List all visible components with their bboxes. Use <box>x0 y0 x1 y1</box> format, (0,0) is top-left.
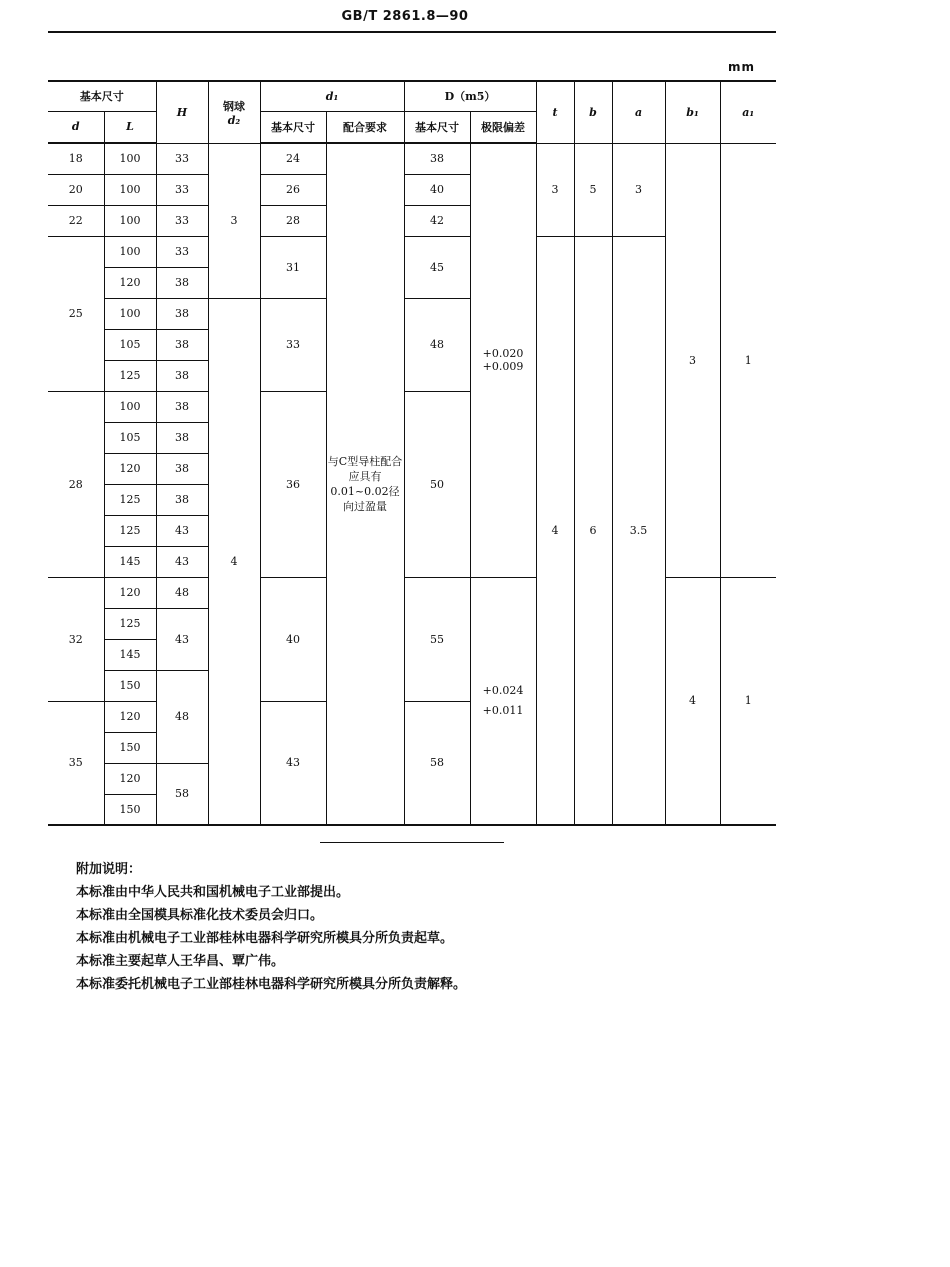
cell-H: 33 <box>156 205 208 236</box>
cell-d2-group2: 4 <box>208 298 260 825</box>
cell-b-group2: 6 <box>574 236 612 825</box>
cell-L: 150 <box>104 670 156 701</box>
notes-title: 附加说明： <box>76 862 142 877</box>
cell-d1: 31 <box>260 236 326 298</box>
header-d1-basic: 基本尺寸 <box>260 111 326 143</box>
cell-L: 120 <box>104 453 156 484</box>
cell-deviation-group1: +0.020 +0.009 <box>470 143 536 577</box>
cell-L: 100 <box>104 174 156 205</box>
standard-code: GB/T 2861.8—90 <box>341 9 469 24</box>
cell-b1-group1: 3 <box>665 143 720 577</box>
table-row <box>48 577 776 608</box>
cell-H: 33 <box>156 143 208 174</box>
header-fit-requirement: 配合要求 <box>326 111 404 143</box>
cell-L: 120 <box>104 267 156 298</box>
cell-d1: 28 <box>260 205 326 236</box>
cell-t-group1: 3 <box>536 143 574 236</box>
cell-d: 18 <box>48 143 104 174</box>
cell-H: 38 <box>156 298 208 329</box>
note-line: 本标准委托机械电子工业部桂林电器科学研究所模具分所负责解释。 <box>76 977 467 992</box>
cell-D: 58 <box>404 701 470 825</box>
note-line: 本标准主要起草人王华昌、覃广伟。 <box>76 954 285 969</box>
cell-L: 120 <box>104 763 156 794</box>
header-a: a <box>612 81 665 143</box>
header-b1: b₁ <box>665 81 720 143</box>
header-b: b <box>574 81 612 143</box>
cell-H: 43 <box>156 515 208 546</box>
cell-L: 105 <box>104 329 156 360</box>
cell-H: 38 <box>156 422 208 453</box>
cell-H: 33 <box>156 236 208 267</box>
table-end-rule <box>320 842 504 843</box>
note-line: 本标准由中华人民共和国机械电子工业部提出。 <box>76 885 350 900</box>
cell-d1: 24 <box>260 143 326 174</box>
cell-L: 100 <box>104 205 156 236</box>
cell-fit-requirement: 与C型导柱配合应具有0.01~0.02径向过盈量 <box>326 143 404 825</box>
additional-notes <box>76 858 466 996</box>
header-t: t <box>536 81 574 143</box>
header-D: D（m5） <box>404 81 536 111</box>
header-d: d <box>48 111 104 143</box>
cell-H: 48 <box>156 577 208 608</box>
header-D-deviation: 极限偏差 <box>470 111 536 143</box>
cell-a1-group2: 1 <box>720 577 776 825</box>
cell-d: 22 <box>48 205 104 236</box>
cell-H: 38 <box>156 329 208 360</box>
cell-H: 38 <box>156 484 208 515</box>
cell-deviation-group2: +0.024 +0.011 <box>470 577 536 825</box>
cell-L: 125 <box>104 360 156 391</box>
cell-d: 35 <box>48 701 104 825</box>
cell-L: 100 <box>104 143 156 174</box>
cell-D: 45 <box>404 236 470 298</box>
cell-L: 150 <box>104 732 156 763</box>
cell-L: 105 <box>104 422 156 453</box>
cell-H: 38 <box>156 267 208 298</box>
cell-d: 25 <box>48 236 104 391</box>
cell-b-group1: 5 <box>574 143 612 236</box>
cell-L: 125 <box>104 515 156 546</box>
cell-D: 50 <box>404 391 470 577</box>
cell-D: 38 <box>404 143 470 174</box>
cell-H: 58 <box>156 763 208 825</box>
header-D-basic: 基本尺寸 <box>404 111 470 143</box>
cell-L: 145 <box>104 546 156 577</box>
cell-t-group2: 4 <box>536 236 574 825</box>
header-steel-ball <box>208 81 260 143</box>
cell-L: 125 <box>104 484 156 515</box>
note-line: 本标准由机械电子工业部桂林电器科学研究所模具分所负责起草。 <box>76 931 454 946</box>
cell-L: 125 <box>104 608 156 639</box>
cell-d: 20 <box>48 174 104 205</box>
header-d2: d₂ <box>227 113 241 127</box>
note-line: 本标准由全国模具标准化技术委员会归口。 <box>76 908 324 923</box>
cell-D: 40 <box>404 174 470 205</box>
cell-L: 100 <box>104 391 156 422</box>
header-basic-size: 基本尺寸 <box>48 81 156 111</box>
cell-d1: 40 <box>260 577 326 701</box>
cell-H: 38 <box>156 360 208 391</box>
table-row <box>48 143 776 174</box>
cell-D: 55 <box>404 577 470 701</box>
cell-D: 48 <box>404 298 470 391</box>
cell-L: 100 <box>104 298 156 329</box>
cell-L: 150 <box>104 794 156 825</box>
cell-a-group1: 3 <box>612 143 665 236</box>
header-H: H <box>156 81 208 143</box>
cell-L: 145 <box>104 639 156 670</box>
cell-b1-group2: 4 <box>665 577 720 825</box>
cell-a-group2: 3.5 <box>612 236 665 825</box>
cell-d2-group1: 3 <box>208 143 260 298</box>
cell-L: 120 <box>104 577 156 608</box>
cell-H: 48 <box>156 670 208 763</box>
cell-a1-group1: 1 <box>720 143 776 577</box>
dimension-table <box>48 80 776 826</box>
cell-L: 120 <box>104 701 156 732</box>
cell-H: 38 <box>156 453 208 484</box>
cell-d1: 36 <box>260 391 326 577</box>
cell-H: 43 <box>156 608 208 670</box>
unit-label: mm <box>728 60 756 74</box>
header-steel-ball-label: 钢球 <box>223 99 245 113</box>
cell-d1: 33 <box>260 298 326 391</box>
cell-d1: 43 <box>260 701 326 825</box>
cell-D: 42 <box>404 205 470 236</box>
cell-H: 38 <box>156 391 208 422</box>
cell-L: 100 <box>104 236 156 267</box>
cell-d: 28 <box>48 391 104 577</box>
cell-d1: 26 <box>260 174 326 205</box>
header-a1: a₁ <box>720 81 776 143</box>
cell-H: 43 <box>156 546 208 577</box>
header-L: L <box>104 111 156 143</box>
header-d1: d₁ <box>260 81 404 111</box>
cell-d: 32 <box>48 577 104 701</box>
cell-H: 33 <box>156 174 208 205</box>
header-rule <box>48 31 776 33</box>
